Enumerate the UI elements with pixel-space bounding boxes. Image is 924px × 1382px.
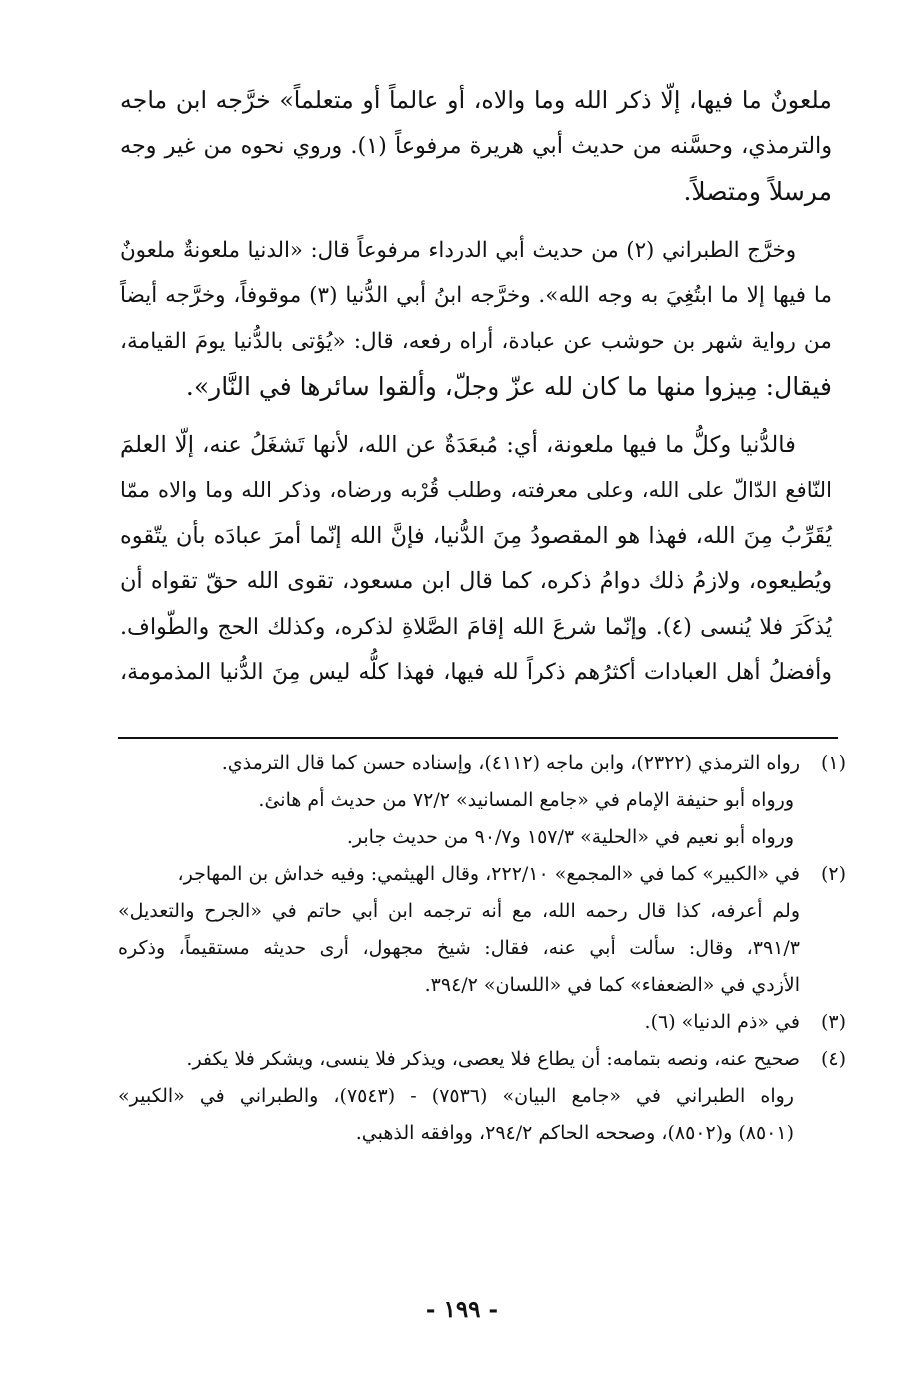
- footnote-number: (٤): [820, 1048, 846, 1070]
- text-line: ويُطيعوه، ولازمُ ذلك دوامُ ذكره، كما قال ابن مسعود، تقوى الله حقّ تقواه أن: [120, 568, 832, 594]
- footnote-line: رواه الترمذي (٢٣٢٢)، وابن ماجه (٤١١٢)، وإسناده حسن كما قال الترمذي.: [221, 752, 800, 774]
- text-line: يُذكَرَ فلا يُنسى (٤). وإنّما شرعَ الله إقامَ الصَّلاةِ لذكره، وكذلك الحج والطّواف.: [120, 613, 832, 640]
- text-line: فيقال: مِيزوا منها ما كان لله عزّ وجلّ، وألقوا سائرها في النَّار».: [185, 372, 832, 401]
- footnote-line: في «الكبير» كما في «المجمع» ٢٢٢/١٠، وقال الهيثمي: وفيه خداش بن المهاجر،: [177, 863, 800, 885]
- footnote-line: ولم أعرفه، كذا قال رحمه الله، مع أنه ترجمه ابن أبي حاتم في «الجرح والتعديل»: [118, 900, 800, 922]
- footnote-line: ورواه أبو حنيفة الإمام في «جامع المسانيد» ٧٢/٢ من حديث أم هانئ.: [258, 789, 794, 811]
- text-line: فالدُّنيا وكلُّ ما فيها ملعونة، أي: مُبعَدَةٌ عن الله، لأنها تَشغَلُ عنه، إلّا العلمَ: [120, 431, 796, 458]
- footnote-line: (٨٥٠١) و(٨٥٠٢)، وصححه الحاكم ٢٩٤/٢، ووافقه الذهبي.: [355, 1122, 794, 1144]
- footnote-separator: [118, 737, 838, 739]
- text-line: وخرَّج الطبراني (٢) من حديث أبي الدرداء مرفوعاً قال: «الدنيا ملعونةٌ ملعونٌ: [120, 237, 796, 263]
- main-text: [120, 78, 832, 696]
- paragraph-3: [120, 423, 832, 696]
- footnote-number: (٢): [820, 863, 846, 885]
- text-line: مرسلاً ومتصلاً.: [683, 177, 832, 206]
- footnotes: [118, 745, 846, 1152]
- footnote-line: الأزدي في «الضعفاء» كما في «اللسان» ٣٩٤/٢.: [424, 974, 800, 996]
- paragraph-1: [120, 78, 832, 215]
- page-number: - ١٩٩ -: [425, 1296, 499, 1323]
- text-line: وأفضلُ أهل العبادات أكثرُهم ذكراً لله فيها، فهذا كلُّه ليس مِنَ الدُّنيا المذمومة،: [120, 659, 832, 685]
- footnote-line: رواه الطبراني في «جامع البيان» (٧٥٣٦) - (٧٥٤٣)، والطبراني في «الكبير»: [118, 1085, 794, 1107]
- footnote-4: [118, 1041, 846, 1152]
- footnote-number: (١): [820, 752, 846, 774]
- text-line: النّافع الدّالّ على الله، وعلى معرفته، وطلب قُرْبه ورضاه، وذكر الله وما والاه ممّا: [120, 478, 832, 503]
- paragraph-2: [120, 228, 832, 410]
- footnote-2: [118, 856, 846, 1004]
- footnote-line: ورواه أبو نعيم في «الحلية» ١٥٧/٣ و٩٠/٧ من حديث جابر.: [346, 826, 794, 848]
- footnote-number: (٣): [820, 1011, 846, 1033]
- footnote-3: [118, 1004, 846, 1041]
- footnote-line: ٣٩١/٣، وقال: سألت أبي عنه، فقال: شيخ مجهول، أرى حديثه مستقيماً، وذكره: [118, 937, 800, 959]
- footnote-line: صحيح عنه، ونصه بتمامه: أن يطاع فلا يعصى، ويذكر فلا ينسى، ويشكر فلا يكفر.: [186, 1048, 800, 1070]
- footnote-1: [118, 745, 846, 856]
- text-line: والترمذي، وحسَّنه من حديث أبي هريرة مرفوعاً (١). وروي نحوه من غير وجه: [120, 132, 832, 159]
- text-line: يُقَرِّبُ مِنَ الله، فهذا هو المقصودُ مِنَ الدُّنيا، فإنَّ الله إنّما أمرَ عبادَه بأن يتّقوه: [120, 522, 832, 549]
- text-line: ما فيها إلا ما ابتُغِيَ به وجه الله». وخرَّجه ابنُ أبي الدُّنيا (٣) موقوفاً، وخرَّجه أيضاً: [120, 283, 832, 308]
- footnote-line: في «ذم الدنيا» (٦).: [644, 1011, 800, 1033]
- text-line: ملعونٌ ما فيها، إلّا ذكر الله وما والاه، أو عالماً أو متعلماً» خرَّجه ابن ماجه: [120, 86, 832, 114]
- text-line: من رواية شهر بن حوشب عن عبادة، أراه رفعه، قال: «يُؤتى بالدُّنيا يومَ القيامة،: [120, 328, 832, 354]
